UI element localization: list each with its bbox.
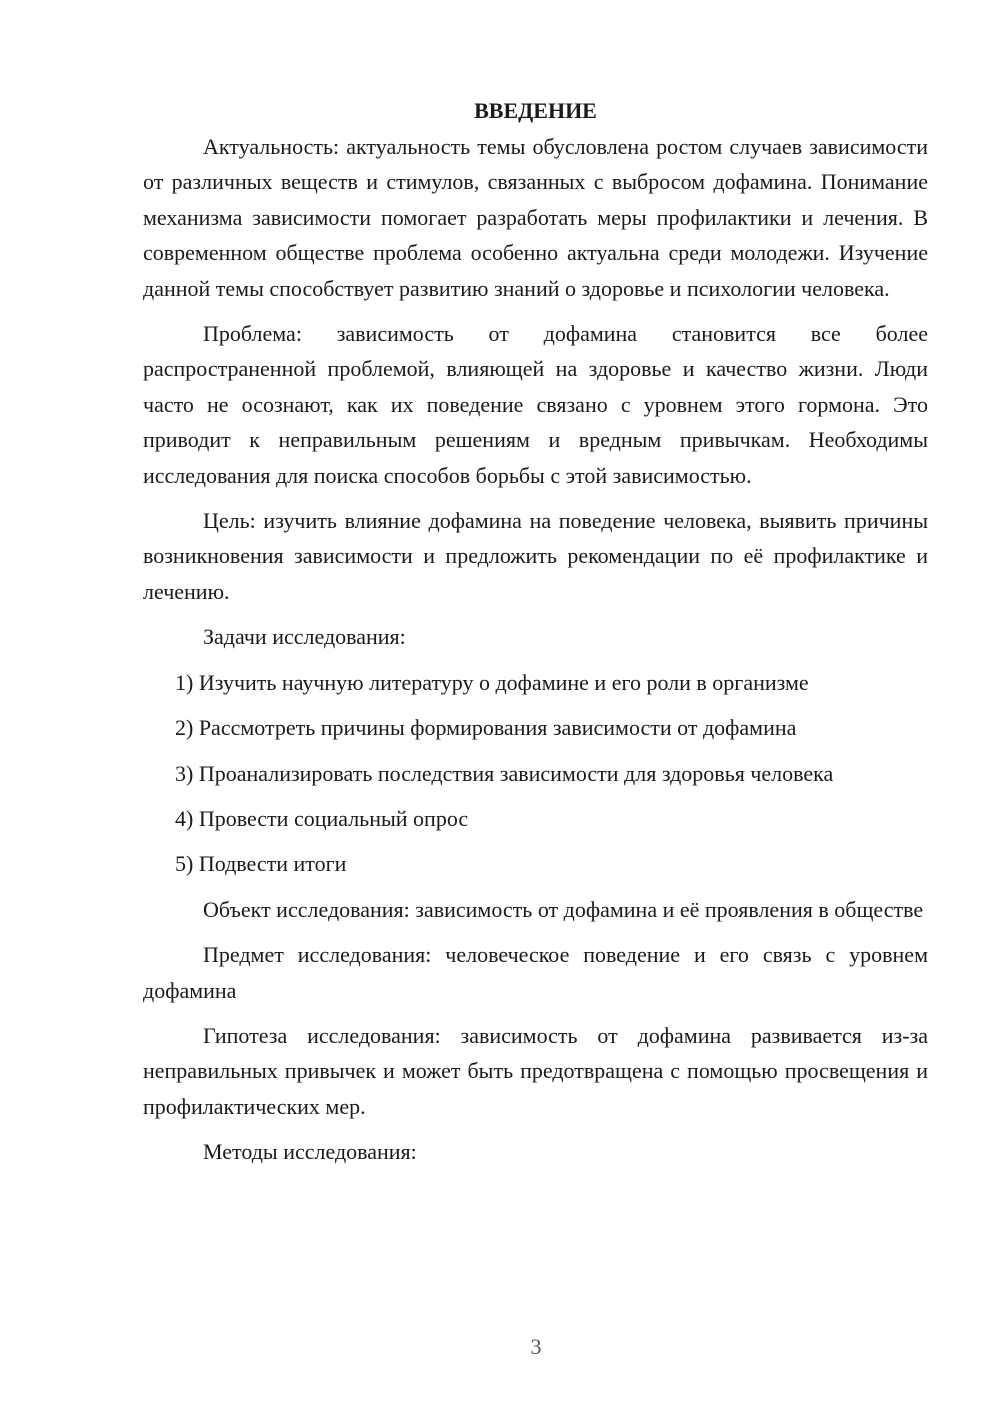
tasks-list — [143, 665, 928, 882]
relevance-paragraph: Актуальность: актуальность темы обусловлена ростом случаев зависимости от различных веществ и стимулов, связанных с выбросом дофамина. Понимание механизма зависимости помогает разработать меры профилактики и лечения. В современном обществе проблема особенно актуальна среди молодежи. Изучение данной темы способствует развитию знаний о здоровье и психологии человека. — [143, 134, 928, 301]
section-title: ВВЕДЕНИЕ — [474, 98, 597, 123]
list-item: 1) Изучить научную литературу о дофамине и его роли в организме — [175, 669, 809, 695]
list-item: 5) Подвести итоги — [175, 851, 347, 877]
document-page — [143, 93, 928, 1180]
subject-paragraph: Предмет исследования: человеческое поведение и его связь с уровнем дофамина — [143, 942, 928, 1003]
list-item: 3) Проанализировать последствия зависимости для здоровья человека — [175, 760, 834, 786]
list-item: 4) Провести социальный опрос — [175, 805, 469, 831]
list-item: 2) Рассмотреть причины формирования зависимости от дофамина — [175, 715, 797, 741]
methods-label: Методы исследования: — [203, 1139, 417, 1165]
tasks-label: Задачи исследования: — [203, 624, 406, 650]
page-number: 3 — [530, 1334, 542, 1359]
problem-paragraph: Проблема: зависимость от дофамина становится все более распространенной проблемой, влияющей на здоровье и качество жизни. Люди часто не осознают, как их поведение связано с уровнем этого гормона. Это приводит к неправильным решениям и вредным привычкам. Необходимы исследования для поиска способов борьбы с этой зависимостью. — [143, 321, 928, 488]
hypothesis-paragraph: Гипотеза исследования: зависимость от дофамина развивается из-за неправильных привычек и может быть предотвращена с помощью просвещения и профилактических мер. — [143, 1022, 928, 1119]
goal-paragraph: Цель: изучить влияние дофамина на поведение человека, выявить причины возникновения зависимости и предложить рекомендации по её профилактике и лечению. — [143, 508, 928, 604]
object-paragraph: Объект исследования: зависимость от дофамина и её проявления в обществе — [203, 896, 924, 922]
